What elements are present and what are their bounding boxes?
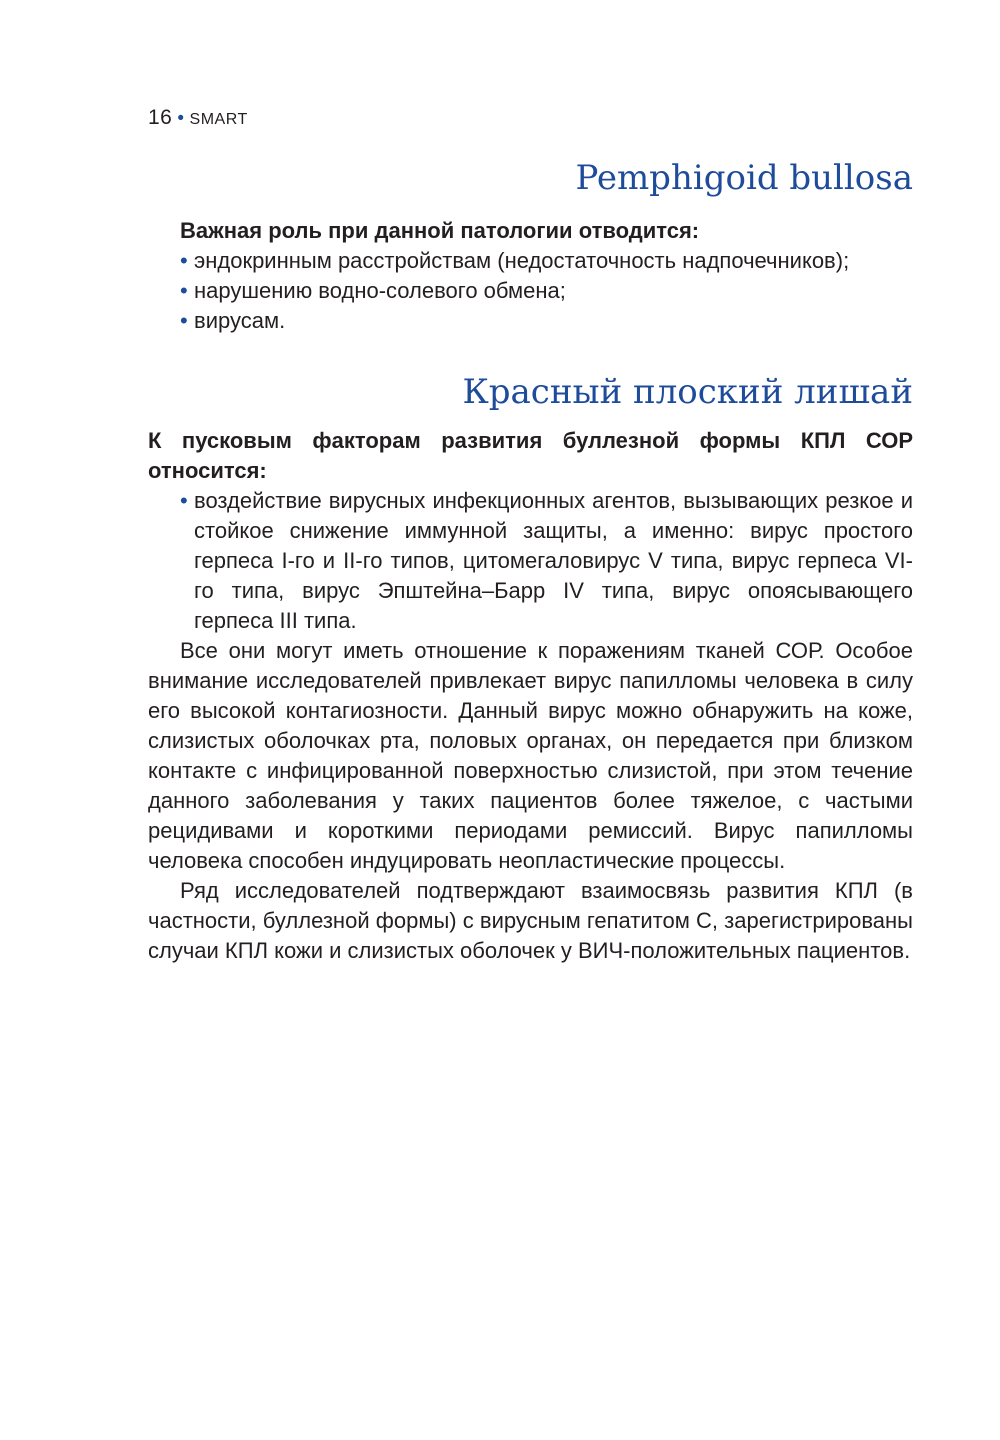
bullet-list (148, 486, 913, 636)
list-item (180, 306, 913, 336)
section-title-lichen-planus: Красный плоский лишай (462, 372, 913, 412)
list-item-text: воздействие вирусных инфекционных агентов, вызывающих резкое и стойкое снижение иммунной защиты, а именно: вирус простого герпеса I-го и II-го типов, цитомегаловирус V типа, вирус герпеса VI-го типа, вирус Эпштейна–Барр IV типа, вирус опоясывающего герпеса III типа. (194, 488, 913, 633)
list-item-text: эндокринным расстройствам (недостаточность надпочечников); (194, 248, 850, 273)
bullet-icon: • (180, 308, 188, 333)
bullet-icon: • (180, 278, 188, 303)
running-head (148, 106, 248, 132)
list-item (180, 246, 913, 276)
list-item-text: вирусам. (194, 308, 286, 333)
list-item-text: нарушению водно-солевого обмена; (194, 278, 566, 303)
page-number: 16 (148, 106, 173, 129)
page-content (148, 150, 913, 966)
section-lead: Важная роль при данной патологии отводится: (180, 218, 700, 243)
header-separator: • (177, 108, 185, 129)
list-item (180, 276, 913, 306)
bullet-icon: • (180, 488, 188, 513)
section-lead: К пусковым факторам развития буллезной формы КПЛ СОР относится: (148, 428, 913, 483)
series-label: SMART (189, 111, 248, 128)
bullet-list (148, 246, 913, 336)
body-paragraph: Ряд исследователей подтверждают взаимосвязь развития КПЛ (в частности, буллезной формы) с вирусным гепатитом С, зарегистрированы случаи КПЛ кожи и слизистых оболочек у ВИЧ-положительных пациентов. (148, 878, 913, 963)
body-paragraph: Все они могут иметь отношение к поражениям тканей СОР. Особое внимание исследователей привлекает вирус папилломы человека в силу его высокой контагиозности. Данный вирус можно обнаружить на коже, слизистых оболочках рта, половых органах, он передается при близком контакте с инфицированной поверхностью слизистой, при этом течение данного заболевания у таких пациентов более тяжелое, с частыми рецидивами и короткими периодами ремиссий. Вирус папилломы человека способен индуцировать неопластические процессы. (148, 638, 913, 873)
list-item (180, 486, 913, 636)
section-title-pemphigoid: Pemphigoid bullosa (575, 158, 913, 198)
bullet-icon: • (180, 248, 188, 273)
